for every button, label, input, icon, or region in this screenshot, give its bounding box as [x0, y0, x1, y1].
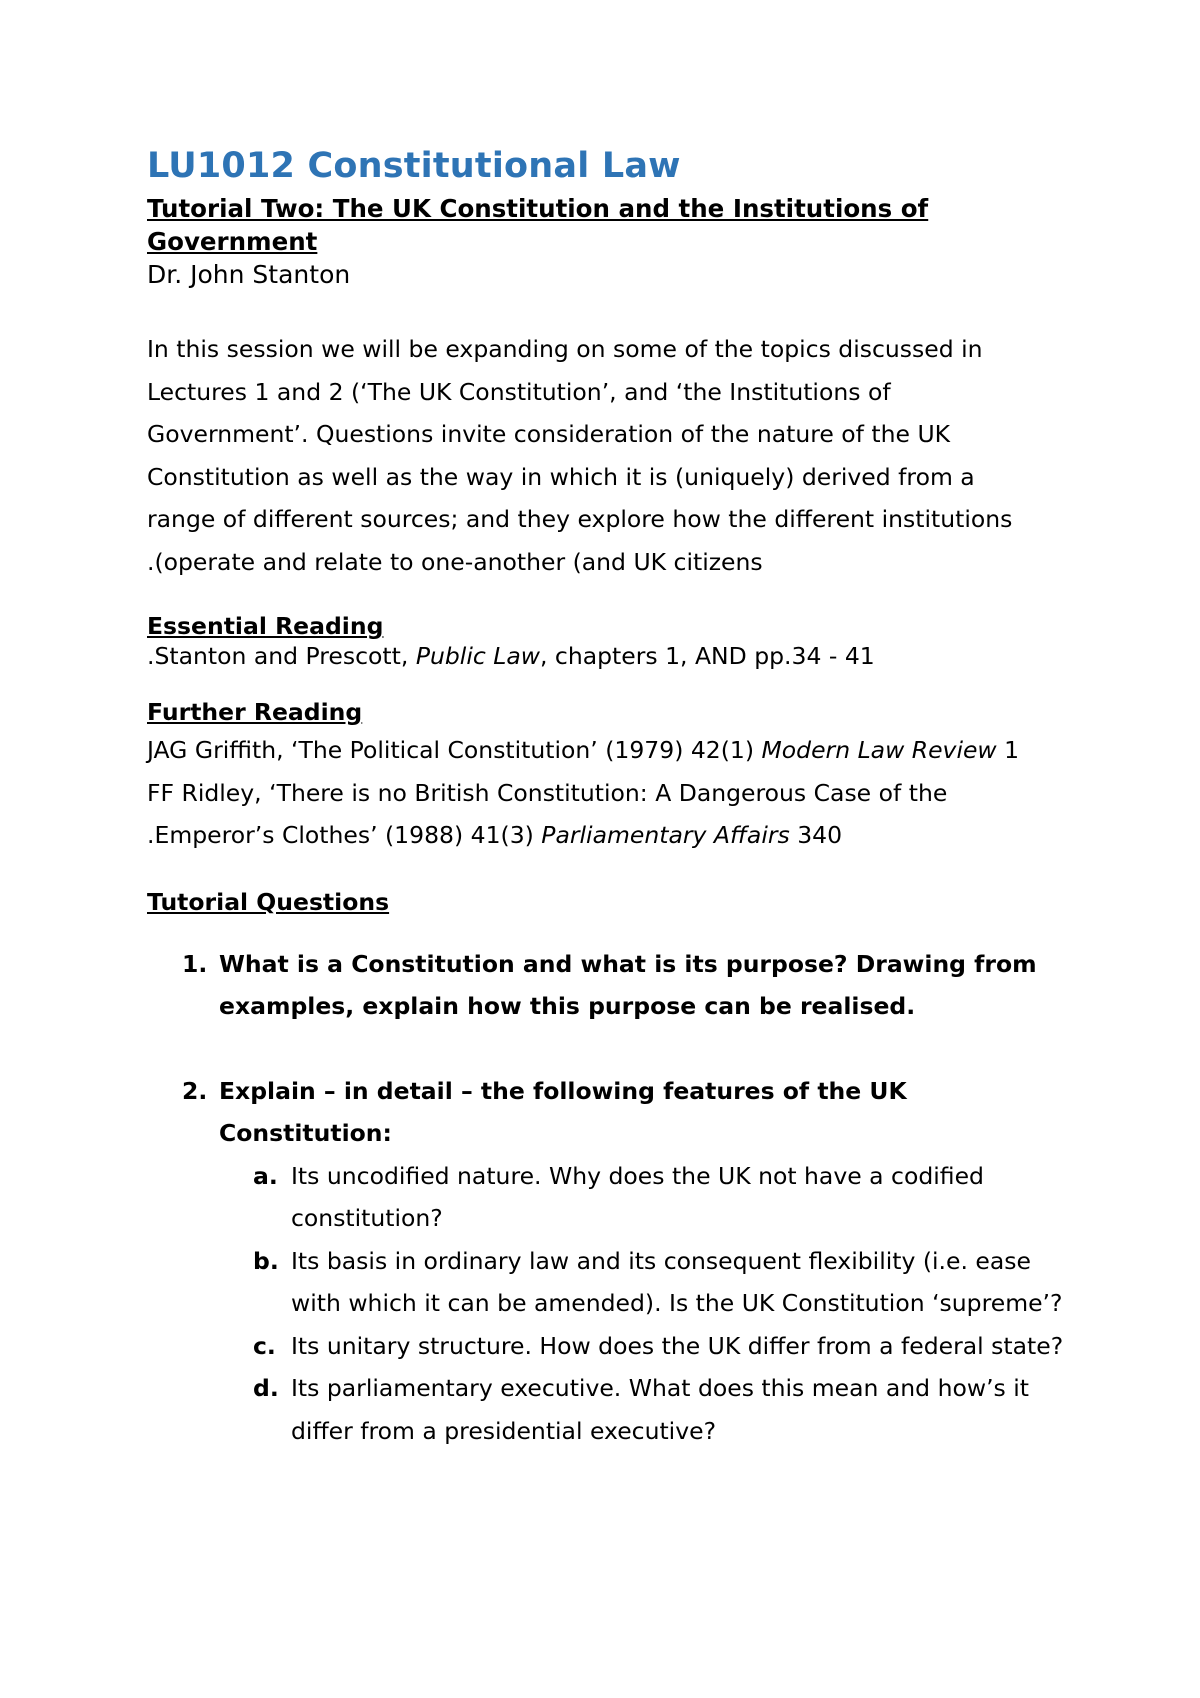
sub-question-letter: c.: [253, 1331, 276, 1360]
further-reading-item: [147, 772, 1067, 857]
further-reading-item: [147, 729, 1067, 772]
essential-reading-prefix: .Stanton and Prescott,: [147, 642, 416, 670]
author-name: Dr. John Stanton: [147, 260, 351, 289]
intro-paragraph: In this session we will be expanding on some of the topics discussed in Lectures 1 and 2 (‘The UK Constitution’, and ‘the Institutions of Government’. Questions invite consideration of the nature of the UK Constitution as well as the way in which it is (uniquely) derived from a range of different sources; and they explore how the different institutions .(operate and relate to one-another (and UK citizens: [147, 335, 1013, 576]
sub-question-letter: a.: [253, 1161, 278, 1190]
page-title: LU1012 Constitutional Law: [147, 146, 681, 186]
essential-reading-suffix: , chapters 1, AND pp.34 - 41: [539, 642, 875, 670]
sub-question-item: [219, 1367, 1067, 1452]
citation-page: 340: [789, 821, 843, 849]
sub-question-text: Its uncodified nature. Why does the UK not have a codified constitution?: [291, 1161, 984, 1232]
sub-question-letter: d.: [253, 1374, 279, 1402]
sub-question-item: [219, 1325, 1067, 1368]
sub-question-item: [219, 1240, 1067, 1325]
further-reading-heading: Further Reading: [147, 698, 363, 726]
questions-list: [147, 943, 1067, 1453]
further-reading-list: [147, 729, 1067, 857]
sub-question-item: [219, 1155, 1067, 1240]
question-number: 1.: [182, 949, 208, 978]
sub-question-text: Its basis in ordinary law and its consequent flexibility (i.e. ease with which it can be amended). Is the UK Constitution ‘supreme’?: [291, 1246, 1063, 1317]
question-item: [147, 943, 1067, 1028]
tutorial-subtitle: Tutorial Two: The UK Constitution and the Institutions of Government: [147, 194, 929, 256]
document-page: [147, 140, 1067, 1494]
question-item: [147, 1070, 1067, 1453]
citation-text: FF Ridley, ‘There is no British Constitution: A Dangerous Case of the .Emperor’s Clothes’ (1988) 41(3): [147, 778, 948, 849]
tutorial-questions-heading: Tutorial Questions: [147, 887, 390, 916]
sub-question-text: Its parliamentary executive. What does this mean and how’s it differ from a presidential executive?: [291, 1374, 1029, 1445]
citation-page: 1: [996, 736, 1020, 764]
sub-question-list: [219, 1155, 1067, 1453]
sub-question-letter: b.: [253, 1246, 279, 1275]
journal-title: Parliamentary Affairs: [541, 821, 790, 849]
essential-reading-book-title: Public Law: [415, 642, 540, 670]
citation-text: JAG Griffith, ‘The Political Constitution’ (1979) 42(1): [147, 736, 762, 764]
sub-question-text: Its unitary structure. How does the UK differ from a federal state?: [291, 1331, 1064, 1360]
journal-title: Modern Law Review: [761, 736, 997, 764]
question-text: Explain – in detail – the following features of the UK Constitution:: [219, 1076, 907, 1147]
question-text: What is a Constitution and what is its purpose? Drawing from examples, explain how this purpose can be realised.: [219, 949, 1037, 1020]
question-number: 2.: [182, 1076, 208, 1105]
essential-reading-heading: Essential Reading: [147, 612, 384, 640]
essential-reading-item: [147, 641, 1067, 671]
